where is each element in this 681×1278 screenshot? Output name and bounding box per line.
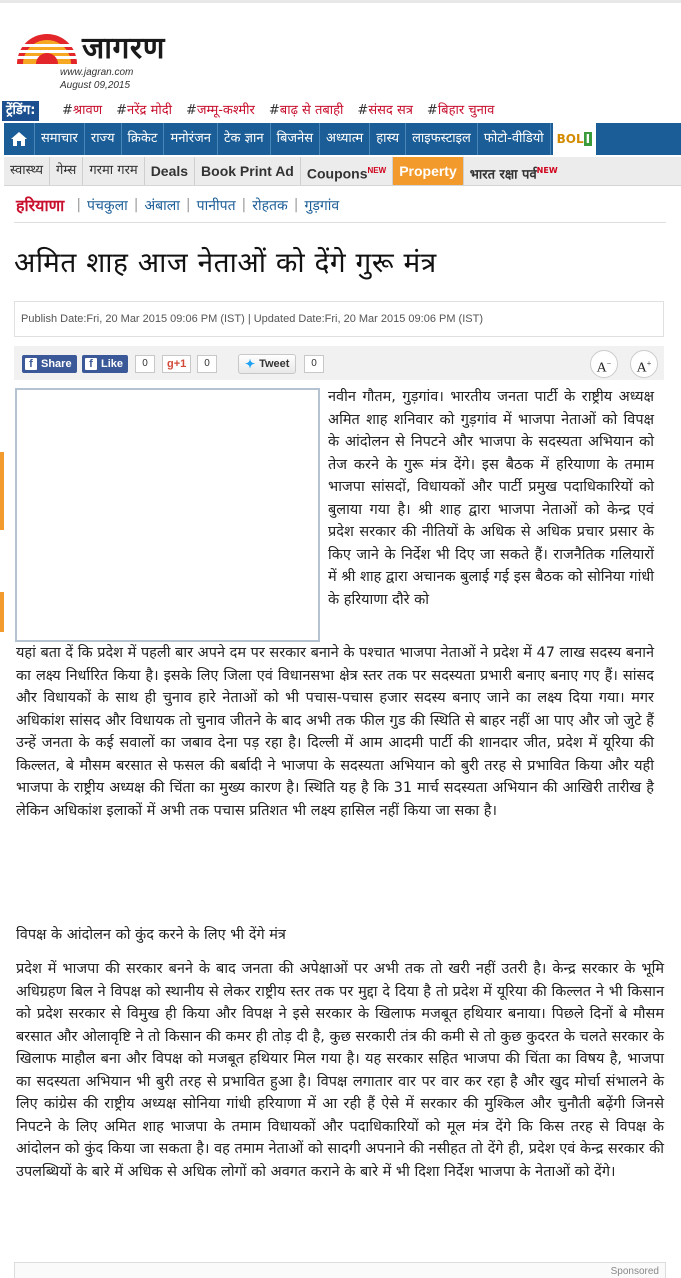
gplus-count: 0	[197, 355, 217, 373]
breadcrumb-city[interactable]: अंबाला	[144, 197, 180, 214]
font-decrease-button[interactable]: A−	[590, 350, 618, 378]
left-accent-bar	[0, 592, 4, 632]
subnav-item-coupons[interactable]: Coupons$^{NEW}$	[301, 157, 393, 185]
trending-item[interactable]: #बाढ़ से तबाही	[268, 103, 344, 118]
trending-bar	[0, 100, 681, 122]
breadcrumb-city[interactable]: रोहतक	[252, 197, 288, 214]
top-border	[0, 0, 681, 3]
trending-item[interactable]: #नरेंद्र मोदी	[116, 103, 172, 118]
publish-info-box	[14, 301, 664, 337]
like-count: 0	[135, 355, 155, 373]
nav-item-humor[interactable]: हास्य	[370, 123, 406, 155]
trending-item[interactable]: #संसद सत्र	[357, 103, 413, 118]
subnav-item-hot[interactable]: गरमा गरम	[83, 157, 144, 185]
nav-item-business[interactable]: बिजनेस	[271, 123, 320, 155]
sponsored-box	[14, 1262, 666, 1278]
main-nav	[4, 123, 681, 155]
new-badge: NEW	[367, 166, 387, 175]
facebook-share-button[interactable]: f Share	[22, 355, 77, 373]
nav-item-bol[interactable]: BOL I	[553, 123, 596, 155]
trending-item[interactable]: #जम्मू-कश्मीर	[186, 103, 255, 118]
article-paragraph: यहां बता दें कि प्रदेश में पहली बार अपने दम पर सरकार बनाने के पश्चात भाजपा नेताओं ने प्रदेश में 47 लाख सदस्य बनाने का लक्ष्य निर्धारित किया है। इसके लिए जिला एवं विधानसभा क्षेत्र स्तर तक पर सदस्यता प्रभारी बनाए बनाए गए हैं। सांसद और विधायकों के साथ ही चुनाव हारे नेताओं को भी पचास-पचास हजार सदस्य बनाए जाने का लक्ष्य दिया गया। मगर अधिकांश सांसद और विधायक तो चुनाव जीतने के बाद अभी तक फील गुड की स्थिति से बाहर नहीं आ पाए और जो जुटे हैं उन्हें जनता के कई सवालों का जबाव देना पड़ रहा है। दिल्ली में आम आदमी पार्टी की शानदार जीत, प्रदेश में यूरिया की किल्लत, बे मौसम बरसात से फसल की बर्बादी ने भाजपा के सदस्यता अभियान को बुरी तरह से प्रभावित किया और यही भाजपा के राष्ट्रीय अध्यक्ष की चिंता का मुख्य कारण है। स्थिति यह है कि 31 मार्च सदस्यता अभियान की आखिरी तारीख है लेकिन अधिकांश इलाकों में अभी तक पचास प्रतिशत भी लक्ष्य हासिल नहीं किया जा सका है।	[16, 645, 654, 819]
facebook-icon: f	[25, 358, 37, 370]
sub-nav	[4, 157, 681, 186]
breadcrumb-separator: |	[76, 197, 82, 213]
tweet-button[interactable]: ✦ Tweet	[238, 354, 296, 374]
sponsored-label: Sponsored	[610, 1266, 659, 1277]
site-url[interactable]: www.jagran.com	[60, 67, 134, 78]
breadcrumb-state[interactable]: हरियाणा	[16, 196, 65, 215]
home-icon	[10, 131, 28, 147]
font-increase-button[interactable]: A+	[630, 350, 658, 378]
trending-item[interactable]: #बिहार चुनाव	[426, 103, 495, 118]
facebook-icon: f	[85, 358, 97, 370]
article-paragraph: नवीन गौतम, गुड़गांव। भारतीय जनता पार्टी के राष्ट्रीय अध्यक्ष अमित शाह शनिवार को गुड़गांव में भाजपा नेताओं को विपक्ष के आंदोलन से निपटने और भाजपा के सदस्यता अभियान को तेज करने के गुरू मंत्र देंगे। इस बैठक में हरियाणा के तमाम भाजपा सांसदों, विधायकों और पार्टी प्रमुख पदाधिकारियों को बुलाया गया है। श्री शाह द्वारा भाजपा नेताओं को केन्द्र एवं प्रदेश सरकार की नीतियों के अधिक से अधिक प्रचार प्रसार के किए जाने के निर्देश भी दिए जा सकते हैं। राजनैतिक गलियारों में श्री शाह द्वारा अचानक बुलाई गई इस बैठक को सोनिया गांधी के हरियाणा दौरे को	[328, 389, 654, 608]
logo-wordmark: जागरण	[82, 31, 165, 66]
divider	[14, 222, 666, 223]
subnav-item-health[interactable]: स्वास्थ्य	[4, 157, 50, 185]
tweet-count: 0	[304, 355, 324, 373]
twitter-bird-icon: ✦	[245, 357, 256, 371]
subnav-item-deals[interactable]: Deals	[145, 157, 195, 185]
new-badge: NEW	[536, 166, 558, 175]
breadcrumb-city[interactable]: पानीपत	[196, 197, 236, 214]
home-button[interactable]	[4, 123, 35, 155]
article-paragraph: प्रदेश में भाजपा की सरकार बनने के बाद जनता की अपेक्षाओं पर अभी तक तो खरी नहीं उतरी है। केन्द्र सरकार के भूमि अधिग्रहण बिल ने विपक्ष को स्थानीय से लेकर राष्ट्रीय स्तर तक पर मुद्दा दे दिया है तो प्रदेश में यूरिया की किल्लत ने भी किसान को प्रदेश सरकार से विमुख ही किया और विपक्ष ने इसे सरकार के खिलाफ मजबूत हथियार बनाया। पिछले दिनों बे मौसम बरसात और ओलावृष्टि ने तो किसान की कमर ही तोड़ दी है, कुछ सरकारी तंत्र की कमी से तो कुछ कुदरत के चलते सरकार के खिलाफ माहौल बना और विपक्ष को मजबूत हथियार मिल गया है। यह सरकार सहित भाजपा की चिंता का विषय है, भाजपा का सदस्यता अभियान भी बुरी तरह से प्रभावित हुआ है। विपक्ष लगातार वार पर वार कर रहा है और खुद मोर्चा संभालने के लिए कांग्रेस की राष्ट्रीय अध्यक्ष सोनिया गांधी हरियाणा में आ रही हैं ऐसे में सरकार की मुश्किल और चुनौती बढ़ेंगी जिनसे निपटने के लिए अमित शाह भाजपा के तमाम विधायकों और पदाधिकारियों को मूल मंत्र देंगे कि किस तरह से विपक्ष के आंदोलन को कुंद किया जा सकता है। वह तमाम नेताओं को सादगी अपनाने की नसीहत तो देंगे ही, प्रदेश एवं केन्द्र सरकार की उपलब्धियों के बारे में अधिक से अधिक लोगों को अवगत कराने के बारे में भी दिशा निर्देश भाजपा के नेताओं को देंगे।	[16, 961, 664, 1180]
site-logo[interactable]	[16, 24, 201, 70]
breadcrumb-separator: |	[133, 197, 139, 213]
google-plus-button[interactable]: g+1	[162, 355, 191, 373]
nav-item-tech[interactable]: टेक ज्ञान	[218, 123, 271, 155]
breadcrumb-separator: |	[293, 197, 299, 213]
header-date: August 09,2015	[60, 80, 131, 91]
nav-item-news[interactable]: समाचार	[35, 123, 85, 155]
subnav-item-property[interactable]: Property	[393, 157, 464, 185]
subnav-item-raksha[interactable]: भारत रक्षा पर्व$^{NEW}$	[469, 166, 558, 183]
breadcrumb	[16, 193, 339, 217]
breadcrumb-city[interactable]: पंचकुला	[87, 197, 128, 214]
article-headline: अमित शाह आज नेताओं को देंगे गुरू मंत्र	[14, 246, 437, 279]
article-subheading: विपक्ष के आंदोलन को कुंद करने के लिए भी देंगे मंत्र	[16, 927, 286, 943]
breadcrumb-separator: |	[185, 197, 191, 213]
social-share-bar	[14, 346, 664, 380]
nav-item-cricket[interactable]: क्रिकेट	[122, 123, 165, 155]
nav-item-spirituality[interactable]: अध्यात्म	[320, 123, 370, 155]
publish-date: Publish Date:Fri, 20 Mar 2015 09:06 PM (IST) | Updated Date:Fri, 20 Mar 2015 09:06 PM (IST)	[21, 313, 483, 325]
sun-logo-icon	[16, 30, 78, 64]
trending-label: ट्रेंडिंग:	[2, 101, 39, 121]
nav-item-photo-video[interactable]: फोटो-वीडियो	[478, 123, 551, 155]
breadcrumb-separator: |	[241, 197, 247, 213]
nav-item-entertainment[interactable]: मनोरंजन	[164, 123, 218, 155]
nav-item-state[interactable]: राज्य	[85, 123, 122, 155]
breadcrumb-city[interactable]: गुड़गांव	[304, 197, 340, 214]
facebook-like-button[interactable]: f Like	[82, 355, 128, 373]
left-accent-bar	[0, 452, 4, 530]
article-image	[15, 388, 320, 642]
subnav-item-games[interactable]: गेम्स	[50, 157, 83, 185]
trending-item[interactable]: #श्रावण	[62, 103, 103, 118]
nav-item-lifestyle[interactable]: लाइफस्टाइल	[406, 123, 478, 155]
subnav-item-book-print-ad[interactable]: Book Print Ad	[195, 157, 301, 185]
